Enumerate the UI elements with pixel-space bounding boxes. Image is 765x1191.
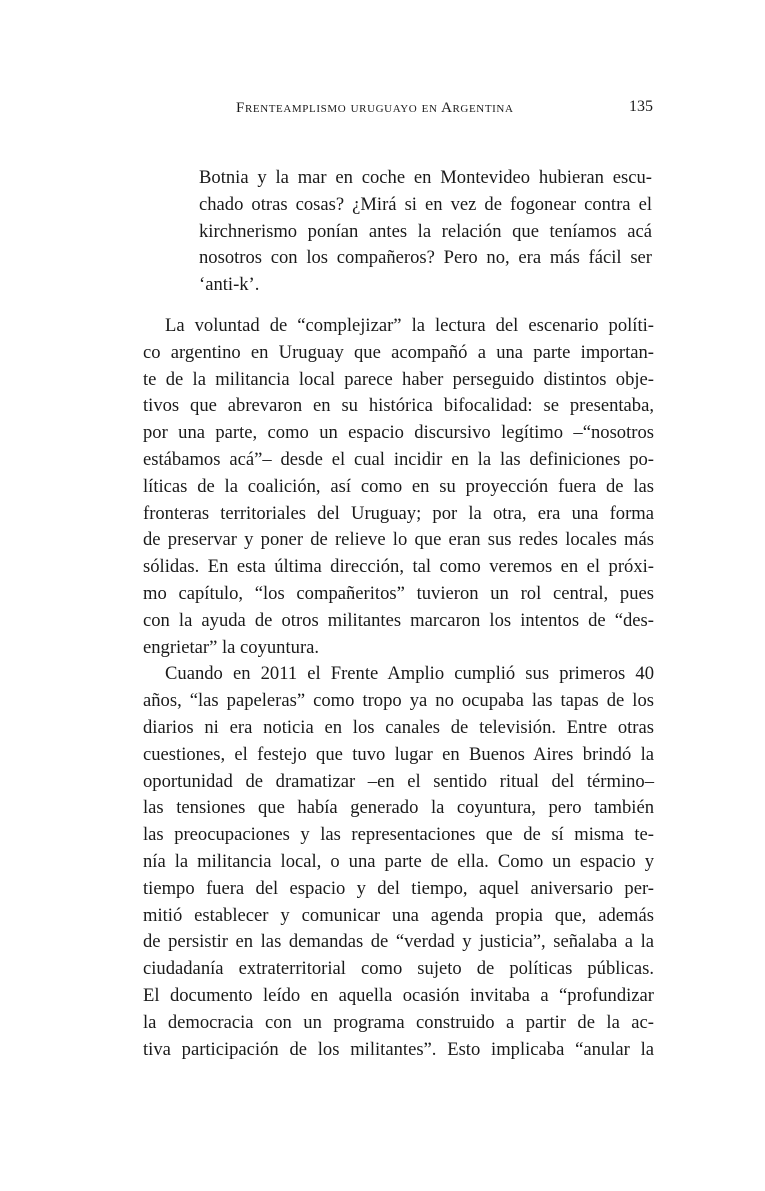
paragraph-line: engrietar” la coyuntura. xyxy=(143,636,320,658)
paragraph-line: las preocupaciones y las representaciones que de sí misma te- xyxy=(143,824,654,846)
paragraph-line: mitió establecer y comunicar una agenda propia que, además xyxy=(143,904,654,926)
paragraph-line: líticas de la coalición, así como en su proyección fuera de las xyxy=(143,475,654,497)
paragraph-line: de persistir en las demandas de “verdad y justicia”, señalaba a la xyxy=(143,931,654,953)
body-text xyxy=(143,313,654,1063)
paragraph-line: por una parte, como un espacio discursivo legítimo –“nosotros xyxy=(143,422,654,444)
paragraph-line: Cuando en 2011 el Frente Amplio cumplió sus primeros 40 xyxy=(165,663,654,685)
quote-line: nosotros con los compañeros? Pero no, era más fácil ser xyxy=(199,247,652,269)
paragraph-line: diarios ni era noticia en los canales de televisión. Entre otras xyxy=(143,716,654,738)
running-title: Frenteamplismo uruguayo en Argentina xyxy=(236,100,514,116)
paragraph-line: sólidas. En esta última dirección, tal como veremos en el próxi- xyxy=(143,556,654,578)
paragraph-line: estábamos acá”– desde el cual incidir en la las definiciones po- xyxy=(143,448,654,470)
paragraph-line: fronteras territoriales del Uruguay; por la otra, era una forma xyxy=(143,502,654,524)
paragraph-line: La voluntad de “complejizar” la lectura del escenario políti- xyxy=(165,315,654,336)
paragraph-line: tiempo fuera del espacio y del tiempo, aquel aniversario per- xyxy=(143,877,654,899)
paragraph-line: El documento leído en aquella ocasión invitaba a “profundizar xyxy=(143,984,654,1006)
quote-line: ‘anti-k’. xyxy=(199,274,260,296)
paragraph xyxy=(143,661,654,1063)
paragraph-line: de preservar y poner de relieve lo que eran sus redes locales más xyxy=(143,529,654,551)
paragraph-line: co argentino en Uruguay que acompañó a una parte importan- xyxy=(143,341,654,363)
page-header xyxy=(0,98,765,122)
quote-line: chado otras cosas? ¿Mirá si en vez de fogonear contra el xyxy=(199,193,652,215)
paragraph-line: mo capítulo, “los compañeritos” tuvieron un rol central, pues xyxy=(143,582,654,604)
block-quote xyxy=(199,165,652,299)
quote-line: Botnia y la mar en coche en Montevideo hubieran escu- xyxy=(199,167,652,188)
quote-line: kirchnerismo ponían antes la relación que teníamos acá xyxy=(199,220,652,242)
page-number: 135 xyxy=(629,98,653,115)
paragraph xyxy=(143,313,654,661)
paragraph-line: ciudadanía extraterritorial como sujeto de políticas públicas. xyxy=(143,958,654,980)
paragraph-line: con la ayuda de otros militantes marcaron los intentos de “des- xyxy=(143,609,654,631)
paragraph-line: tiva participación de los militantes”. Esto implicaba “anular la xyxy=(143,1038,654,1060)
paragraph-line: tivos que abrevaron en su histórica bifocalidad: se presentaba, xyxy=(143,395,654,417)
paragraph-line: la democracia con un programa construido a partir de la ac- xyxy=(143,1011,654,1033)
paragraph-line: oportunidad de dramatizar –en el sentido ritual del término– xyxy=(143,770,654,792)
paragraph-line: años, “las papeleras” como tropo ya no ocupaba las tapas de los xyxy=(143,690,654,712)
paragraph-line: nía la militancia local, o una parte de ella. Como un espacio y xyxy=(143,850,654,872)
paragraph-line: te de la militancia local parece haber perseguido distintos obje- xyxy=(143,368,654,390)
paragraph-line: cuestiones, el festejo que tuvo lugar en Buenos Aires brindó la xyxy=(143,743,654,765)
paragraph-line: las tensiones que había generado la coyuntura, pero también xyxy=(143,797,654,819)
